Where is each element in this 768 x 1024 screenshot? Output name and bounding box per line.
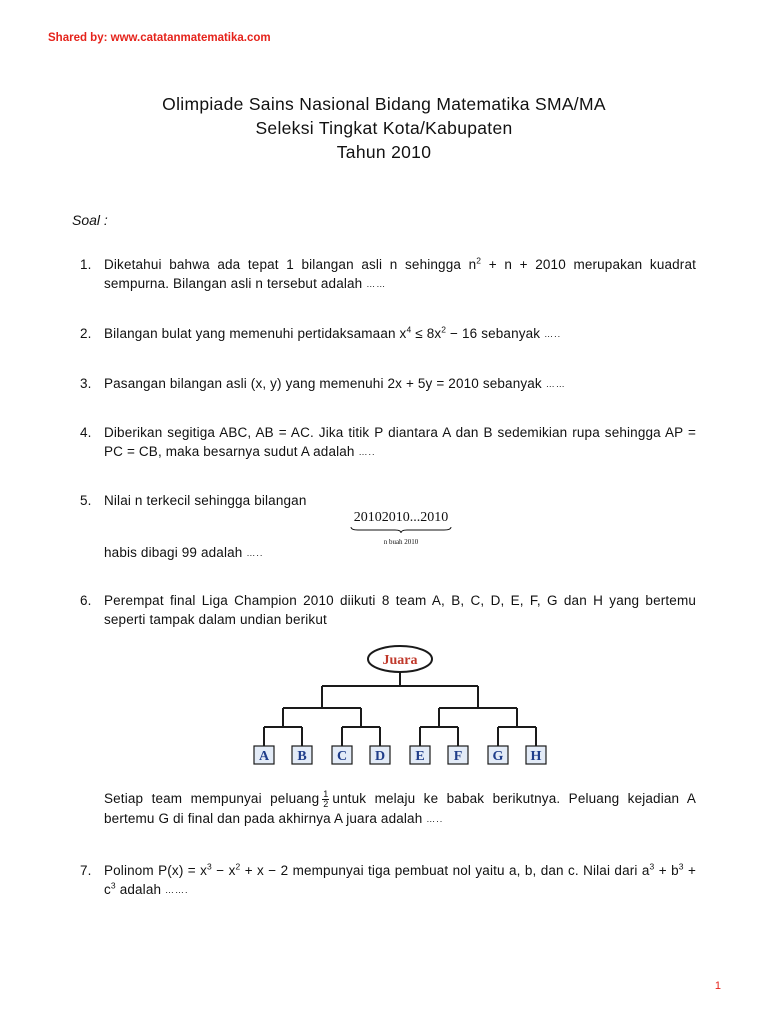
superscript: 4: [406, 324, 412, 335]
question-number: 7.: [80, 863, 92, 878]
question-3: [80, 374, 696, 394]
fraction-numerator: 1: [323, 788, 329, 799]
title-line-2: Seleksi Tingkat Kota/Kabupaten: [255, 118, 513, 138]
team-a: A: [258, 749, 270, 764]
tournament-bracket: [250, 638, 550, 774]
team-d: D: [374, 749, 386, 764]
repeated-number-expression: [350, 510, 452, 546]
question-5-continued: [80, 543, 696, 563]
question-text: Perempat final Liga Champion 2010 diikuti 8 team A, B, C, D, E, F, G dan H yang bertemu seperti tampak dalam undian berikut: [104, 593, 696, 627]
question-6-continued: [80, 789, 696, 829]
title-line-1: Olimpiade Sains Nasional Bidang Matematika SMA/MA: [162, 94, 606, 114]
question-6: [80, 591, 696, 629]
answer-dots: …..: [544, 328, 562, 339]
text-part: − 16 sebanyak: [446, 326, 541, 341]
question-text: [104, 324, 696, 344]
document-title: [0, 92, 768, 164]
text-part: + n + 2010 merupakan kuadrat sempurna. Bilangan asli n tersebut adalah: [104, 257, 696, 291]
question-text: [104, 789, 696, 829]
superscript: 3: [649, 861, 655, 872]
text-part: + b: [654, 863, 679, 878]
text-part: + x − 2 mempunyai tiga pembuat nol yaitu a, b, dan c. Nilai dari a: [240, 863, 650, 878]
question-text: [104, 861, 696, 900]
champion-label: Juara: [382, 653, 418, 668]
page-number: 1: [714, 980, 721, 992]
text-part: adalah: [115, 882, 162, 897]
repeated-number: 20102010...2010: [353, 510, 449, 525]
question-number: 1.: [80, 257, 92, 272]
question-number: 4.: [80, 425, 92, 440]
team-b: B: [297, 749, 307, 764]
text-part: Bilangan bulat yang memenuhi pertidaksamaan x: [104, 326, 407, 341]
superscript: 3: [207, 861, 212, 872]
text-part: Diberikan segitiga ABC, AB = AC. Jika titik P diantara A dan B sedemikian rupa sehingga AP = PC = CB, maka besarnya sudut A adalah: [104, 425, 696, 459]
superscript: 3: [110, 880, 116, 891]
text-part: habis dibagi 99 adalah: [104, 545, 243, 560]
text-part: Pasangan bilangan asli (x, y) yang memenuhi 2x + 5y = 2010 sebanyak: [104, 376, 542, 391]
superscript: 2: [235, 861, 241, 872]
question-number: 5.: [80, 493, 92, 508]
title-line-3: Tahun 2010: [336, 142, 432, 162]
question-1: [80, 255, 696, 294]
question-text: [104, 543, 696, 563]
text-part: Polinom P(x) = x: [104, 863, 208, 878]
superscript: 3: [678, 861, 684, 872]
question-text: Nilai n terkecil sehingga bilangan: [104, 493, 307, 508]
question-number: 3.: [80, 376, 92, 391]
superscript: 2: [476, 255, 482, 266]
question-4: [80, 423, 696, 462]
question-7: [80, 861, 696, 900]
question-number: 2.: [80, 326, 92, 341]
underbrace-icon: [350, 526, 452, 534]
superscript: 2: [441, 324, 447, 335]
team-f: F: [453, 749, 463, 764]
underbrace-label: n buah 2010: [383, 538, 419, 546]
fraction-denominator: 2: [323, 798, 329, 809]
fraction-one-half: [322, 790, 329, 809]
answer-dots: …..: [426, 813, 444, 824]
shared-by-header: Shared by: www.catatanmatematika.com: [48, 32, 271, 44]
answer-dots: …….: [165, 884, 189, 895]
answer-dots: ……: [545, 378, 566, 389]
answer-dots: …..: [358, 446, 376, 457]
soal-label: Soal :: [72, 212, 108, 228]
question-2: [80, 324, 696, 344]
team-h: H: [530, 749, 542, 764]
question-text: [104, 255, 696, 294]
text-part: ≤ 8x: [411, 326, 442, 341]
text-part: − x: [211, 863, 236, 878]
answer-dots: …..: [246, 547, 264, 558]
text-part: Setiap team mempunyai peluang: [104, 791, 320, 806]
team-c: C: [336, 749, 348, 764]
text-part: untuk melaju ke babak berikutnya. Peluang kejadian A bertemu G di final dan pada akhirnya A juara adalah: [104, 791, 696, 826]
text-part: + c: [104, 863, 696, 897]
team-g: G: [492, 749, 504, 764]
question-5: [80, 491, 696, 510]
team-e: E: [415, 749, 425, 764]
text-part: Diketahui bahwa ada tepat 1 bilangan asli n sehingga n: [104, 257, 477, 272]
question-number: 6.: [80, 593, 92, 608]
question-text: [104, 423, 696, 462]
question-text: [104, 374, 696, 394]
answer-dots: ……: [366, 278, 387, 289]
